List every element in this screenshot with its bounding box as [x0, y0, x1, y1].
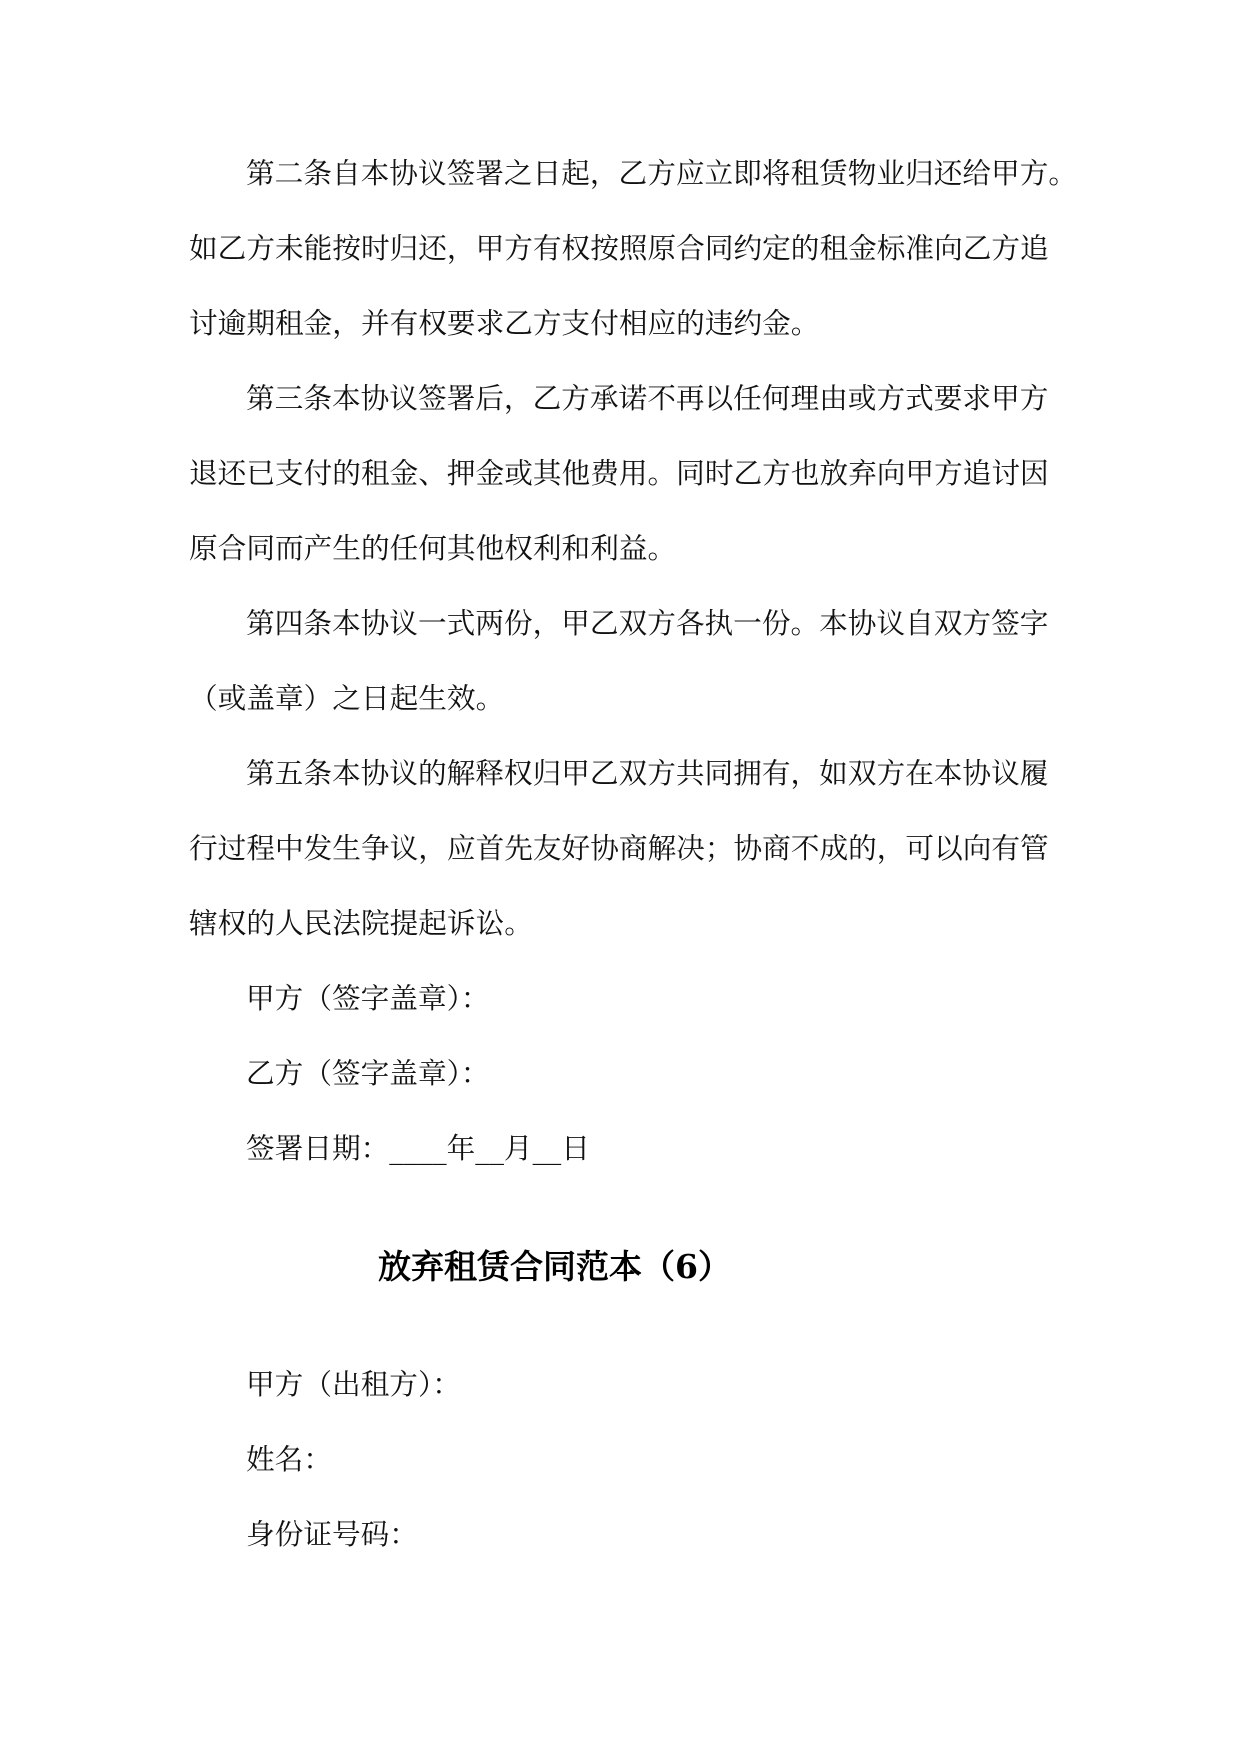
document-body [189, 136, 1089, 1572]
name-field: 姓名： [246, 1442, 332, 1476]
clause-2 [189, 136, 1089, 361]
section-title: 放弃租赁合同范本（6） [378, 1247, 731, 1286]
clause-4-line-2: （或盖章）之日起生效。 [189, 681, 505, 715]
clause-3-line-1: 第三条本协议签署后，乙方承诺不再以任何理由或方式要求甲方 [246, 381, 1049, 415]
party-a-signature-line: 甲方（签字盖章）： [246, 981, 490, 1015]
clause-5-line-2: 行过程中发生争议，应首先友好协商解决；协商不成的，可以向有管 [189, 831, 1049, 865]
id-number-field: 身份证号码： [246, 1517, 418, 1551]
clause-2-line-2: 如乙方未能按时归还，甲方有权按照原合同约定的租金标准向乙方追 [189, 231, 1049, 265]
section-fields [189, 1347, 1089, 1572]
clause-4-line-1: 第四条本协议一式两份，甲乙双方各执一份。本协议自双方签字 [246, 606, 1049, 640]
signature-block [189, 961, 1089, 1186]
clause-5-line-1: 第五条本协议的解释权归甲乙双方共同拥有，如双方在本协议履 [246, 756, 1049, 790]
clause-2-line-1: 第二条自本协议签署之日起，乙方应立即将租赁物业归还给甲方。 [246, 156, 1078, 190]
clause-5-line-3: 辖权的人民法院提起诉讼。 [189, 906, 533, 940]
signing-date-line: 签署日期：____年__月__日 [246, 1131, 590, 1165]
clause-4 [189, 586, 1089, 736]
clause-3-line-3: 原合同而产生的任何其他权利和利益。 [189, 531, 677, 565]
clause-3-line-2: 退还已支付的租金、押金或其他费用。同时乙方也放弃向甲方追讨因 [189, 456, 1049, 490]
clause-5 [189, 736, 1089, 961]
clause-3 [189, 361, 1089, 586]
clause-2-line-3: 讨逾期租金，并有权要求乙方支付相应的违约金。 [189, 306, 820, 340]
party-b-signature-line: 乙方（签字盖章）： [246, 1056, 490, 1090]
lessor-field: 甲方（出租方）： [246, 1367, 461, 1401]
